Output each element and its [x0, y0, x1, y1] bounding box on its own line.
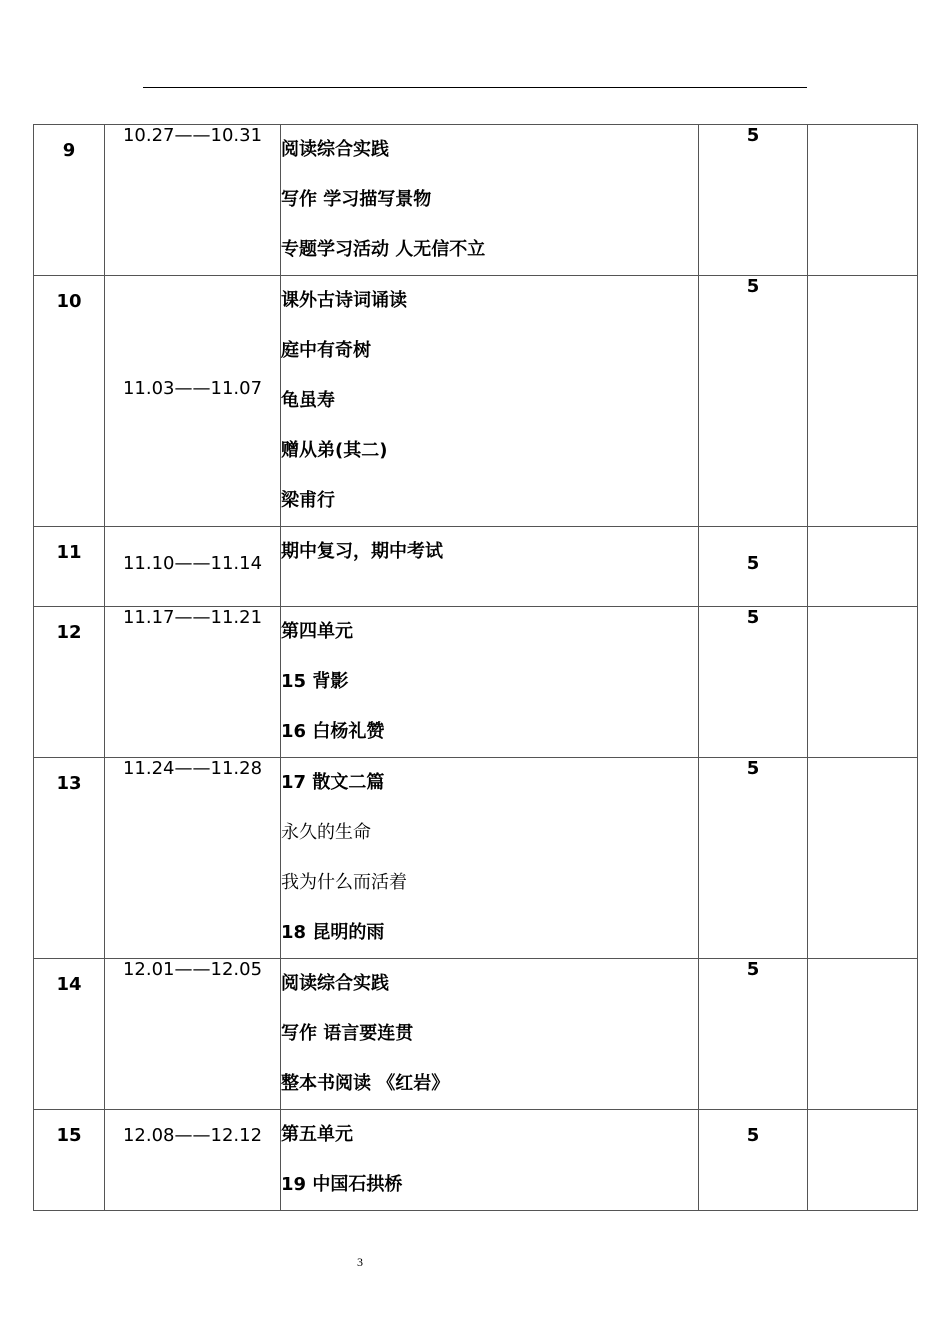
lesson-item: 第四单元 [281, 621, 353, 642]
lesson-item: 16 白杨礼赞 [281, 721, 385, 742]
notes-cell [808, 125, 918, 276]
table-row [34, 758, 918, 959]
content-cell [281, 607, 699, 758]
table-row [34, 607, 918, 758]
lesson-item: 梁甫行 [281, 490, 335, 511]
week-cell: 10 [34, 276, 105, 527]
hours-cell: 5 [699, 607, 808, 758]
lesson-item: 17 散文二篇 [281, 772, 385, 793]
lesson-item: 龟虽寿 [281, 390, 335, 411]
lesson-item: 写作 学习描写景物 [281, 189, 432, 210]
table-row [34, 276, 918, 527]
content-cell [281, 276, 699, 527]
table-row [34, 527, 918, 607]
notes-cell [808, 959, 918, 1110]
lesson-item: 15 背影 [281, 671, 349, 692]
week-cell: 14 [34, 959, 105, 1110]
hours-cell: 5 [699, 758, 808, 959]
hours-cell: 5 [699, 125, 808, 276]
lesson-item: 19 中国石拱桥 [281, 1174, 403, 1195]
table-row [34, 1110, 918, 1211]
date-range-cell: 10.27——10.31 [105, 125, 281, 276]
notes-cell [808, 527, 918, 607]
lesson-item: 18 昆明的雨 [281, 922, 385, 943]
lesson-item: 永久的生命 [281, 822, 371, 843]
lesson-item: 赠从弟(其二) [281, 440, 388, 461]
content-cell [281, 125, 699, 276]
header-rule [143, 87, 807, 88]
lesson-item: 课外古诗词诵读 [281, 290, 407, 311]
hours-cell: 5 [699, 959, 808, 1110]
teaching-schedule-table [33, 124, 918, 1211]
notes-cell [808, 607, 918, 758]
notes-cell [808, 276, 918, 527]
week-cell: 11 [34, 527, 105, 607]
content-cell [281, 1110, 699, 1211]
lesson-item: 期中复习，期中考试 [281, 541, 443, 562]
table-row [34, 959, 918, 1110]
hours-cell: 5 [699, 276, 808, 527]
date-range-cell: 11.03——11.07 [105, 276, 281, 527]
lesson-item: 第五单元 [281, 1124, 353, 1145]
date-range-cell: 12.01——12.05 [105, 959, 281, 1110]
content-cell [281, 959, 699, 1110]
lesson-item: 庭中有奇树 [281, 340, 371, 361]
lesson-item: 整本书阅读 《红岩》 [281, 1073, 450, 1094]
date-range-cell: 11.17——11.21 [105, 607, 281, 758]
week-cell: 13 [34, 758, 105, 959]
lesson-item: 我为什么而活着 [281, 872, 407, 893]
page-number: 3 [357, 1255, 363, 1269]
notes-cell [808, 1110, 918, 1211]
date-range-cell: 11.10——11.14 [105, 527, 281, 607]
week-cell: 9 [34, 125, 105, 276]
lesson-item: 阅读综合实践 [281, 139, 389, 160]
lesson-item: 专题学习活动 人无信不立 [281, 239, 486, 260]
week-cell: 12 [34, 607, 105, 758]
week-cell: 15 [34, 1110, 105, 1211]
hours-cell: 5 [699, 1110, 808, 1211]
content-cell [281, 758, 699, 959]
lesson-item: 写作 语言要连贯 [281, 1023, 414, 1044]
table-row [34, 125, 918, 276]
date-range-cell: 11.24——11.28 [105, 758, 281, 959]
hours-cell: 5 [699, 527, 808, 607]
lesson-item: 阅读综合实践 [281, 973, 389, 994]
date-range-cell: 12.08——12.12 [105, 1110, 281, 1211]
content-cell [281, 527, 699, 607]
notes-cell [808, 758, 918, 959]
